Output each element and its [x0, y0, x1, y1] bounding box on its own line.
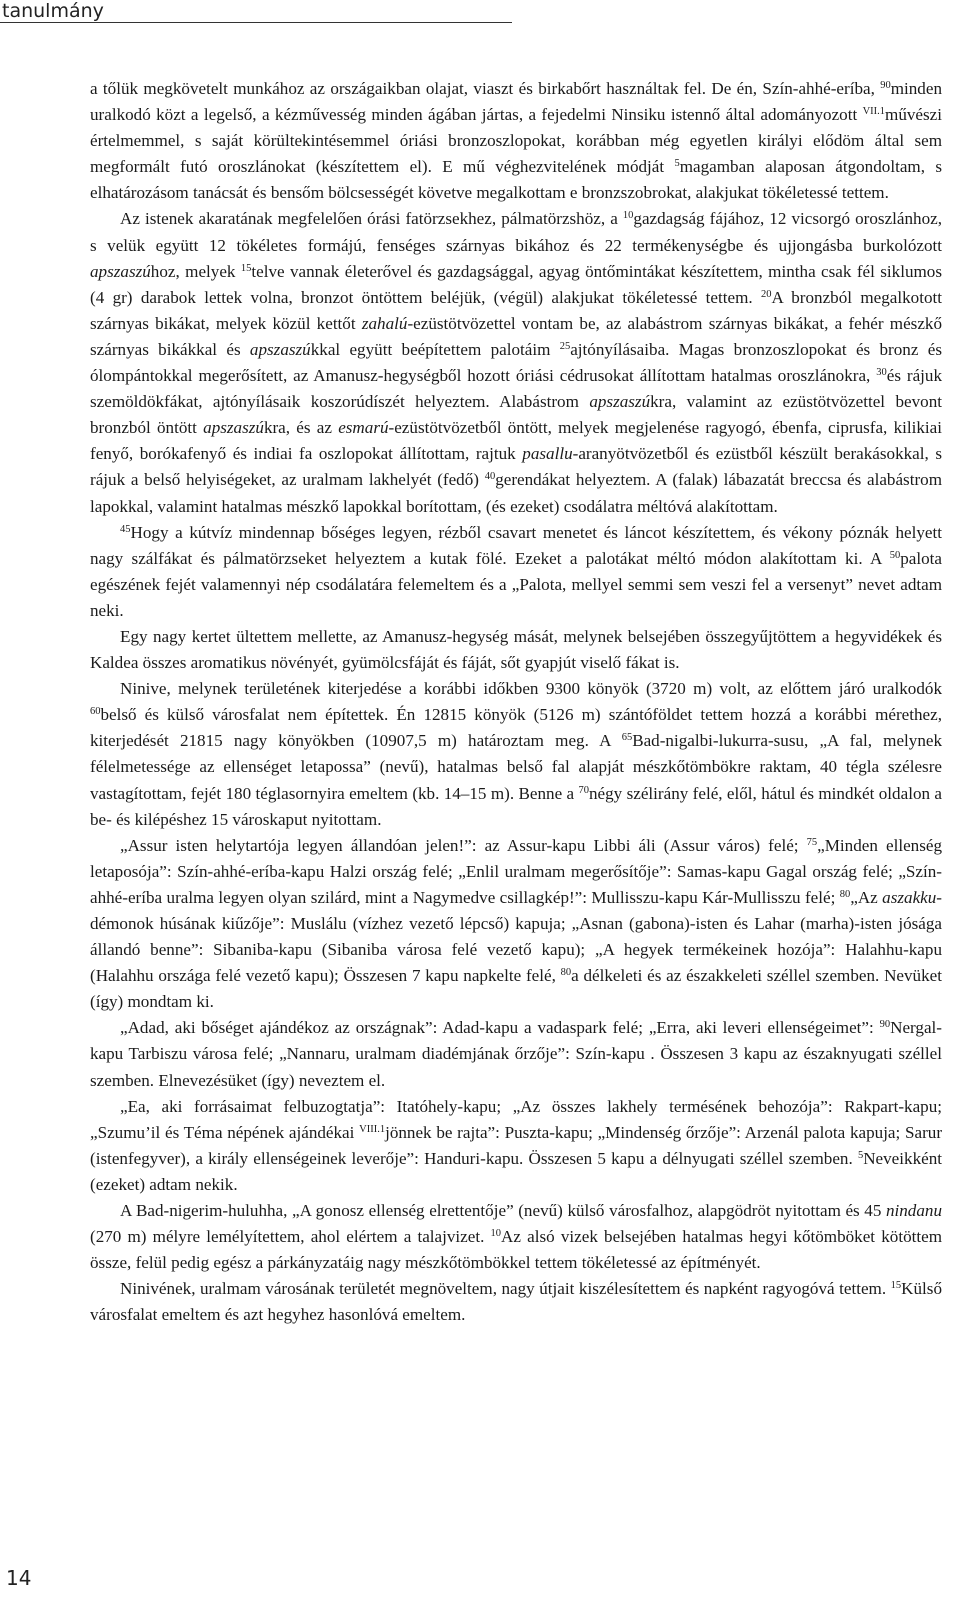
text-run: és rájuk szemöldökfákat, ajtónyílásaik koszorúdíszét helyeztem. Alabástrom: [90, 366, 942, 412]
text-run: a tőlük megkövetelt munkához az országaikban olajat, viaszt és birkabőrt használtak fel. De én, Szín-ahhé-eríba,: [90, 79, 881, 98]
line-number-marker: 90: [879, 1019, 891, 1031]
text-run: (270 m) mélyre lemélyítettem, ahol elértem a talajvizet.: [90, 1227, 491, 1247]
text-run: „Assur isten helytartója legyen állandóan jelen!”: az Assur-kapu Libbi áli (Assur város) felé;: [120, 835, 807, 855]
article-body: [90, 76, 942, 1329]
text-run: „Adad, aki bőséget ajándékoz az országnak”: Adad-kapu a vadaspark felé; „Erra, aki leveri ellenségeimet”:: [120, 1018, 880, 1038]
line-number-marker: 15: [890, 1280, 902, 1292]
text-run: gerendákat helyeztem. A (falak) lábazatát breccsa és alabástrom lapokkal, valamint hatalmas mészkő lapokkal borítottam, (és ezeket) csodálatra méltóvá alakítottam.: [90, 470, 942, 516]
text-run: „Ea, aki forrásaimat felbuzogtatja”: Itatóhely-kapu; „Az összes lakhely termésének behozója”: Rakpart-kapu; „Szumu’il és Téma népének ajándékai: [90, 1096, 942, 1142]
line-number-marker: 60: [90, 706, 101, 718]
body-paragraph: [90, 1276, 942, 1328]
body-paragraph: [90, 1015, 942, 1093]
line-number-marker: 20: [761, 288, 772, 300]
italic-term: esmarú: [338, 418, 389, 438]
line-number-marker: 25: [559, 340, 571, 352]
text-run: -démonok húsának kiűzője”: Muslálu (vízhez vezető lépcső) kapuja; „Asnan (gabona)-isten és Lahar (marha)-isten jósága állandó benne”: Sibaniba-kapu (Sibaniba városa felé vezető kapu); „A hegyek termékeinek hozója”: Halahhu-kapu (Halahhu országa felé vezető kapu); Összesen 7 kapu napkelte felé,: [90, 887, 942, 986]
body-paragraph: [90, 76, 942, 206]
text-run: Nergal-kapu Tarbiszu városa felé; „Nannaru, uralmam diadémjának őrzője”: Szín-kapu . Összesen 3 kapu az északnyugati széllel szemben. Elnevezésüket (így) neveztem el.: [90, 1018, 942, 1090]
text-run: -aranyötvözetből és ezüstből készült berakásokkal, s rájuk a belső helyiségeket, az uralmam lakhelyét (fedő): [90, 444, 942, 490]
line-number-marker: 75: [806, 836, 818, 848]
header-section-label: tanulmány: [2, 0, 104, 22]
text-run: négy szélirány felé, elől, hátul és mindkét oldalon a be- és kilépéshez 15 városkaput nyitottam.: [90, 783, 942, 829]
text-run: Az alsó vizek belsejében hatalmas hegyi kőtömböket kötöttem össze, felül pedig egész a párkányzatáig nagy mészkőtömbökkel tettem tökéletessé az építményét.: [90, 1227, 942, 1273]
line-number-marker: 10: [622, 210, 634, 222]
line-number-marker: 40: [484, 471, 496, 483]
line-number-marker: VII.1: [862, 106, 886, 118]
line-number-marker: 65: [621, 732, 633, 744]
text-run: Az istenek akaratának megfelelően órási fatörzsekhez, pálmatörzshöz, a: [120, 209, 623, 229]
body-paragraph: [90, 1198, 942, 1276]
text-run: hoz, melyek: [150, 261, 241, 281]
text-run: Hogy a kútvíz mindennap bőséges legyen, rézből csavart menetet és láncot készítettem, és vékony póznák helyett nagy szálfákat és pálmatörzseket helyeztem a kutak fölé. Ezeket a palotákat méltó módon alakítottam ki. A: [90, 522, 942, 568]
body-paragraph: [90, 833, 942, 1016]
line-number-marker: VIII.1: [359, 1123, 386, 1135]
text-run: belső és külső városfalat nem építettek. Én 12815 könyök (5126 m) szántóföldet tettem hozzá a korábbi mérethez, kiterjedését 21815 nagy könyökben (10907,5 m) határoztam meg. A: [90, 705, 942, 751]
text-run: a délkeleti és az északkeleti széllel szemben. Nevüket (így) mondtam ki.: [90, 966, 942, 1012]
text-run: kkal együtt beépítettem palotáim: [310, 339, 560, 359]
italic-term: apszaszú: [90, 261, 151, 281]
italic-term: apszaszú: [589, 392, 651, 412]
line-number-marker: 80: [560, 967, 572, 979]
line-number-marker: 80: [839, 888, 851, 900]
line-number-marker: 90: [880, 80, 891, 91]
italic-term: aszakku: [882, 887, 937, 907]
text-run: palota egészének fejét valamennyi nép csodálatára felemeltem és a „Palota, mellyel semmi sem veszi fel a versenyt” nevet adtam neki.: [90, 548, 942, 620]
text-run: „Minden ellenség letaposója”: Szín-ahhé-eríba-kapu Halzi ország felé; „Enlil uralmam megerősítője”: Samas-kapu Gagal ország felé; „Szín-ahhé-eríba uralma legyen olyan szilárd, mint a Nagymedve csillagkép!”: Mullisszu-kapu Kár-Mullisszu felé;: [90, 835, 942, 907]
body-paragraph: [90, 520, 942, 624]
text-run: kra, és az: [263, 418, 339, 438]
text-run: kra, valamint az ezüstötvözettel bevont bronzból öntött: [90, 392, 942, 438]
text-run: művészi értelmemmel, s saját körültekintésemmel óriási bronzoszlopokat, korábban még egyetlen királyi elődöm által sem megformált futó oroszlánokat (készítettem el). E mű véghezvitelének módját: [90, 105, 942, 177]
body-paragraph: [90, 1094, 942, 1198]
body-paragraph: [90, 206, 942, 519]
page-number: 14: [6, 1566, 32, 1590]
body-paragraph: [90, 624, 942, 676]
italic-term: zahalú: [361, 313, 408, 333]
body-paragraph: [90, 676, 942, 833]
line-number-marker: 30: [876, 367, 887, 379]
text-run: telve vannak életerővel és gazdagsággal, agyag öntőmintákat készítettem, mintha csak fél siklumos (4 gr) darabok lettek volna, bronzot öntöttem beléjük, (végül) alakjukat tökéletessé tettem.: [90, 261, 942, 307]
text-run: Neveikként (ezeket) adtam nekik.: [90, 1148, 942, 1194]
header-rule: [0, 22, 512, 23]
text-run: ajtónyílásaiba. Magas bronzoszlopokat és bronz és ólompántokkal megerősített, az Amanusz-hegységből hozott óriási cédrusokat állítottam hatalmas oroszlánokra,: [90, 339, 942, 386]
line-number-marker: 10: [490, 1228, 502, 1240]
text-run: Külső városfalat emeltem és azt hegyhez hasonlóvá emeltem.: [90, 1279, 942, 1325]
text-run: -ezüstötvözetből öntött, melyek megjelenése ragyogó, ébenfa, ciprusfa, kilikiai fenyő, borókafenyő és indiai fa oszlopokat állítottam, rajtuk: [90, 418, 943, 464]
line-number-marker: 70: [578, 784, 589, 796]
text-run: Ninivének, uralmam városának területét megnöveltem, nagy útjait kiszélesítettem és napként ragyogóvá tettem.: [120, 1279, 891, 1299]
line-number-marker: 50: [889, 549, 901, 561]
line-number-marker: 15: [240, 262, 252, 274]
text-run: A Bad-nigerim-huluhha, „A gonosz ellenség elrettentője” (nevű) külső városfalhoz, alapgödröt nyitottam és 45: [120, 1201, 886, 1221]
line-number-marker: 5: [857, 1149, 864, 1161]
text-run: „Az: [850, 887, 883, 907]
text-run: A bronzból megalkotott szárnyas bikákat, melyek közül kettőt: [90, 287, 942, 333]
italic-term: pasallu: [522, 444, 573, 464]
line-number-marker: 45: [120, 523, 131, 535]
text-run: Egy nagy kertet ültettem mellette, az Amanusz-hegység mását, melynek belsejében összegyűjtöttem a hegyvidékek és Kaldea összes aromatikus növényét, gyümölcsfáját és fáját, sőt gyapjút viselő fákat is.: [90, 626, 942, 673]
italic-term: apszaszú: [203, 418, 264, 438]
line-number-marker: 5: [674, 158, 680, 170]
text-run: magamban alaposan átgondoltam, s elhatározásom tanácsát és bensőm bölcsességét követve megalkottam e bronzszobrokat, alakjukat tökéletessé tettem.: [90, 157, 942, 203]
text-run: jönnek be rajta”: Puszta-kapu; „Mindenség őrzője”: Arzenál palota kapuja; Sarur (istenfegyver), a király ellenségeinek leverője”: Handuri-kapu. Összesen 5 kapu a délnyugati széllel szemben.: [90, 1122, 943, 1168]
italic-term: nindanu: [885, 1201, 942, 1221]
italic-term: apszaszú: [249, 339, 311, 359]
text-run: minden uralkodó közt a legelső, a kézművesség minden ágában jártas, a fejedelmi Ninsiku istennő által adományozott: [90, 79, 942, 125]
text-run: gazdagság fájához, 12 vicsorgó oroszlánhoz, s velük együtt 12 tökéletes formájú, fenséges szárnyas bikához és 22 termékenységbe és ujjongásba burkolózott: [90, 209, 942, 255]
text-run: Bad-nigalbi-lukurra-susu, „A fal, melynek félelmetessége az ellenséget letapossa” (nevű), hatalmas belső fal alapját mészkőtömbökre raktam, 40 tégla szélesre vastagítottam, fejét 180 téglasornyira emeltem (kb. 14–15 m). Benne a: [90, 731, 943, 803]
text-run: Ninive, melynek területének kiterjedése a korábbi időkben 9300 könyök (3720 m) volt, az előttem járó uralkodók: [120, 679, 942, 699]
text-run: -ezüstötvözettel vontam be, az alabástrom szárnyas bikákat, a fehér mészkő szárnyas bikákkal és: [90, 313, 943, 359]
